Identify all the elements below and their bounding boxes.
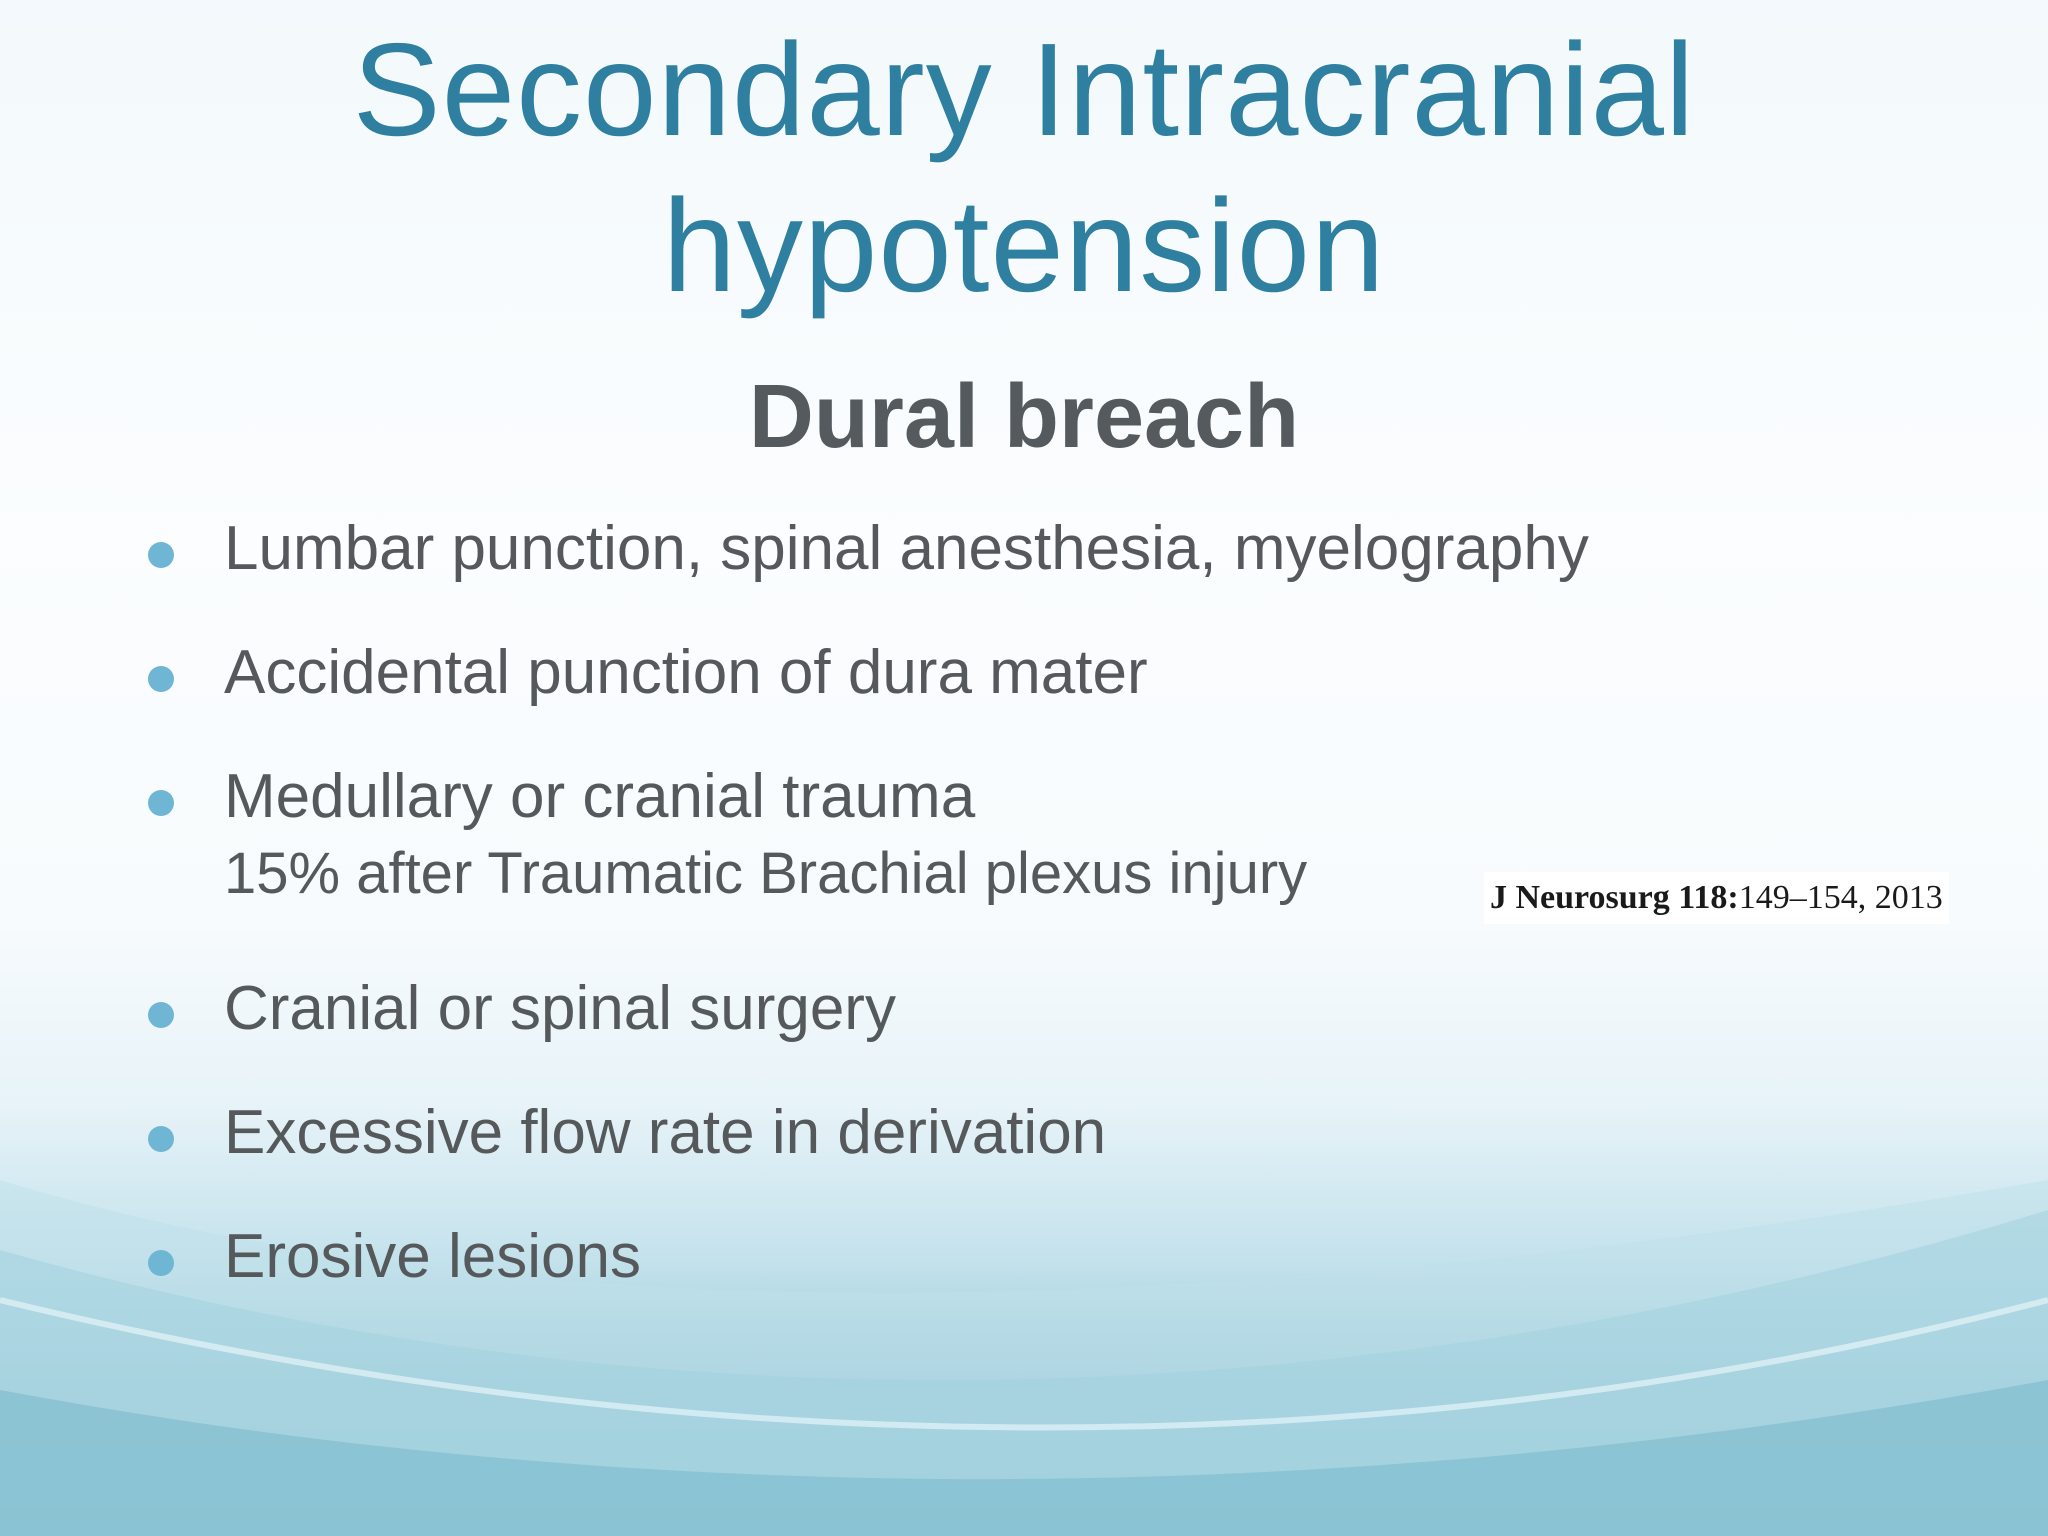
bullet-text: Medullary or cranial trauma xyxy=(224,762,976,831)
bullet-dot-icon xyxy=(148,790,174,816)
bullet-text-group xyxy=(224,760,1307,914)
bullet-text: Cranial or spinal surgery xyxy=(224,974,896,1043)
citation-pages-year: 149–154, 2013 xyxy=(1738,879,1943,916)
bullet-text: Lumbar punction, spinal anesthesia, myelography xyxy=(224,514,1589,583)
citation-reference xyxy=(1484,872,1949,924)
citation-volume: 118: xyxy=(1678,879,1739,916)
bullet-dot-icon xyxy=(148,1002,174,1028)
bullet-text: Excessive flow rate in derivation xyxy=(224,1098,1107,1167)
bullet-text: Erosive lesions xyxy=(224,1222,641,1291)
bullet-dot-icon xyxy=(148,1126,174,1152)
slide-subtitle: Dural breach xyxy=(748,367,1300,467)
bullet-dot-icon xyxy=(148,666,174,692)
bullet-subtext: 15% after Traumatic Brachial plexus injury xyxy=(224,841,1308,906)
bullet-dot-icon xyxy=(148,1250,174,1276)
bullet-dot-icon xyxy=(148,542,174,568)
title-line-2: hypotension xyxy=(662,172,1386,319)
title-line-1: Secondary Intracranial xyxy=(352,16,1696,163)
bullet-text: Accidental punction of dura mater xyxy=(224,638,1148,707)
citation-journal: J Neurosurg xyxy=(1490,879,1670,916)
